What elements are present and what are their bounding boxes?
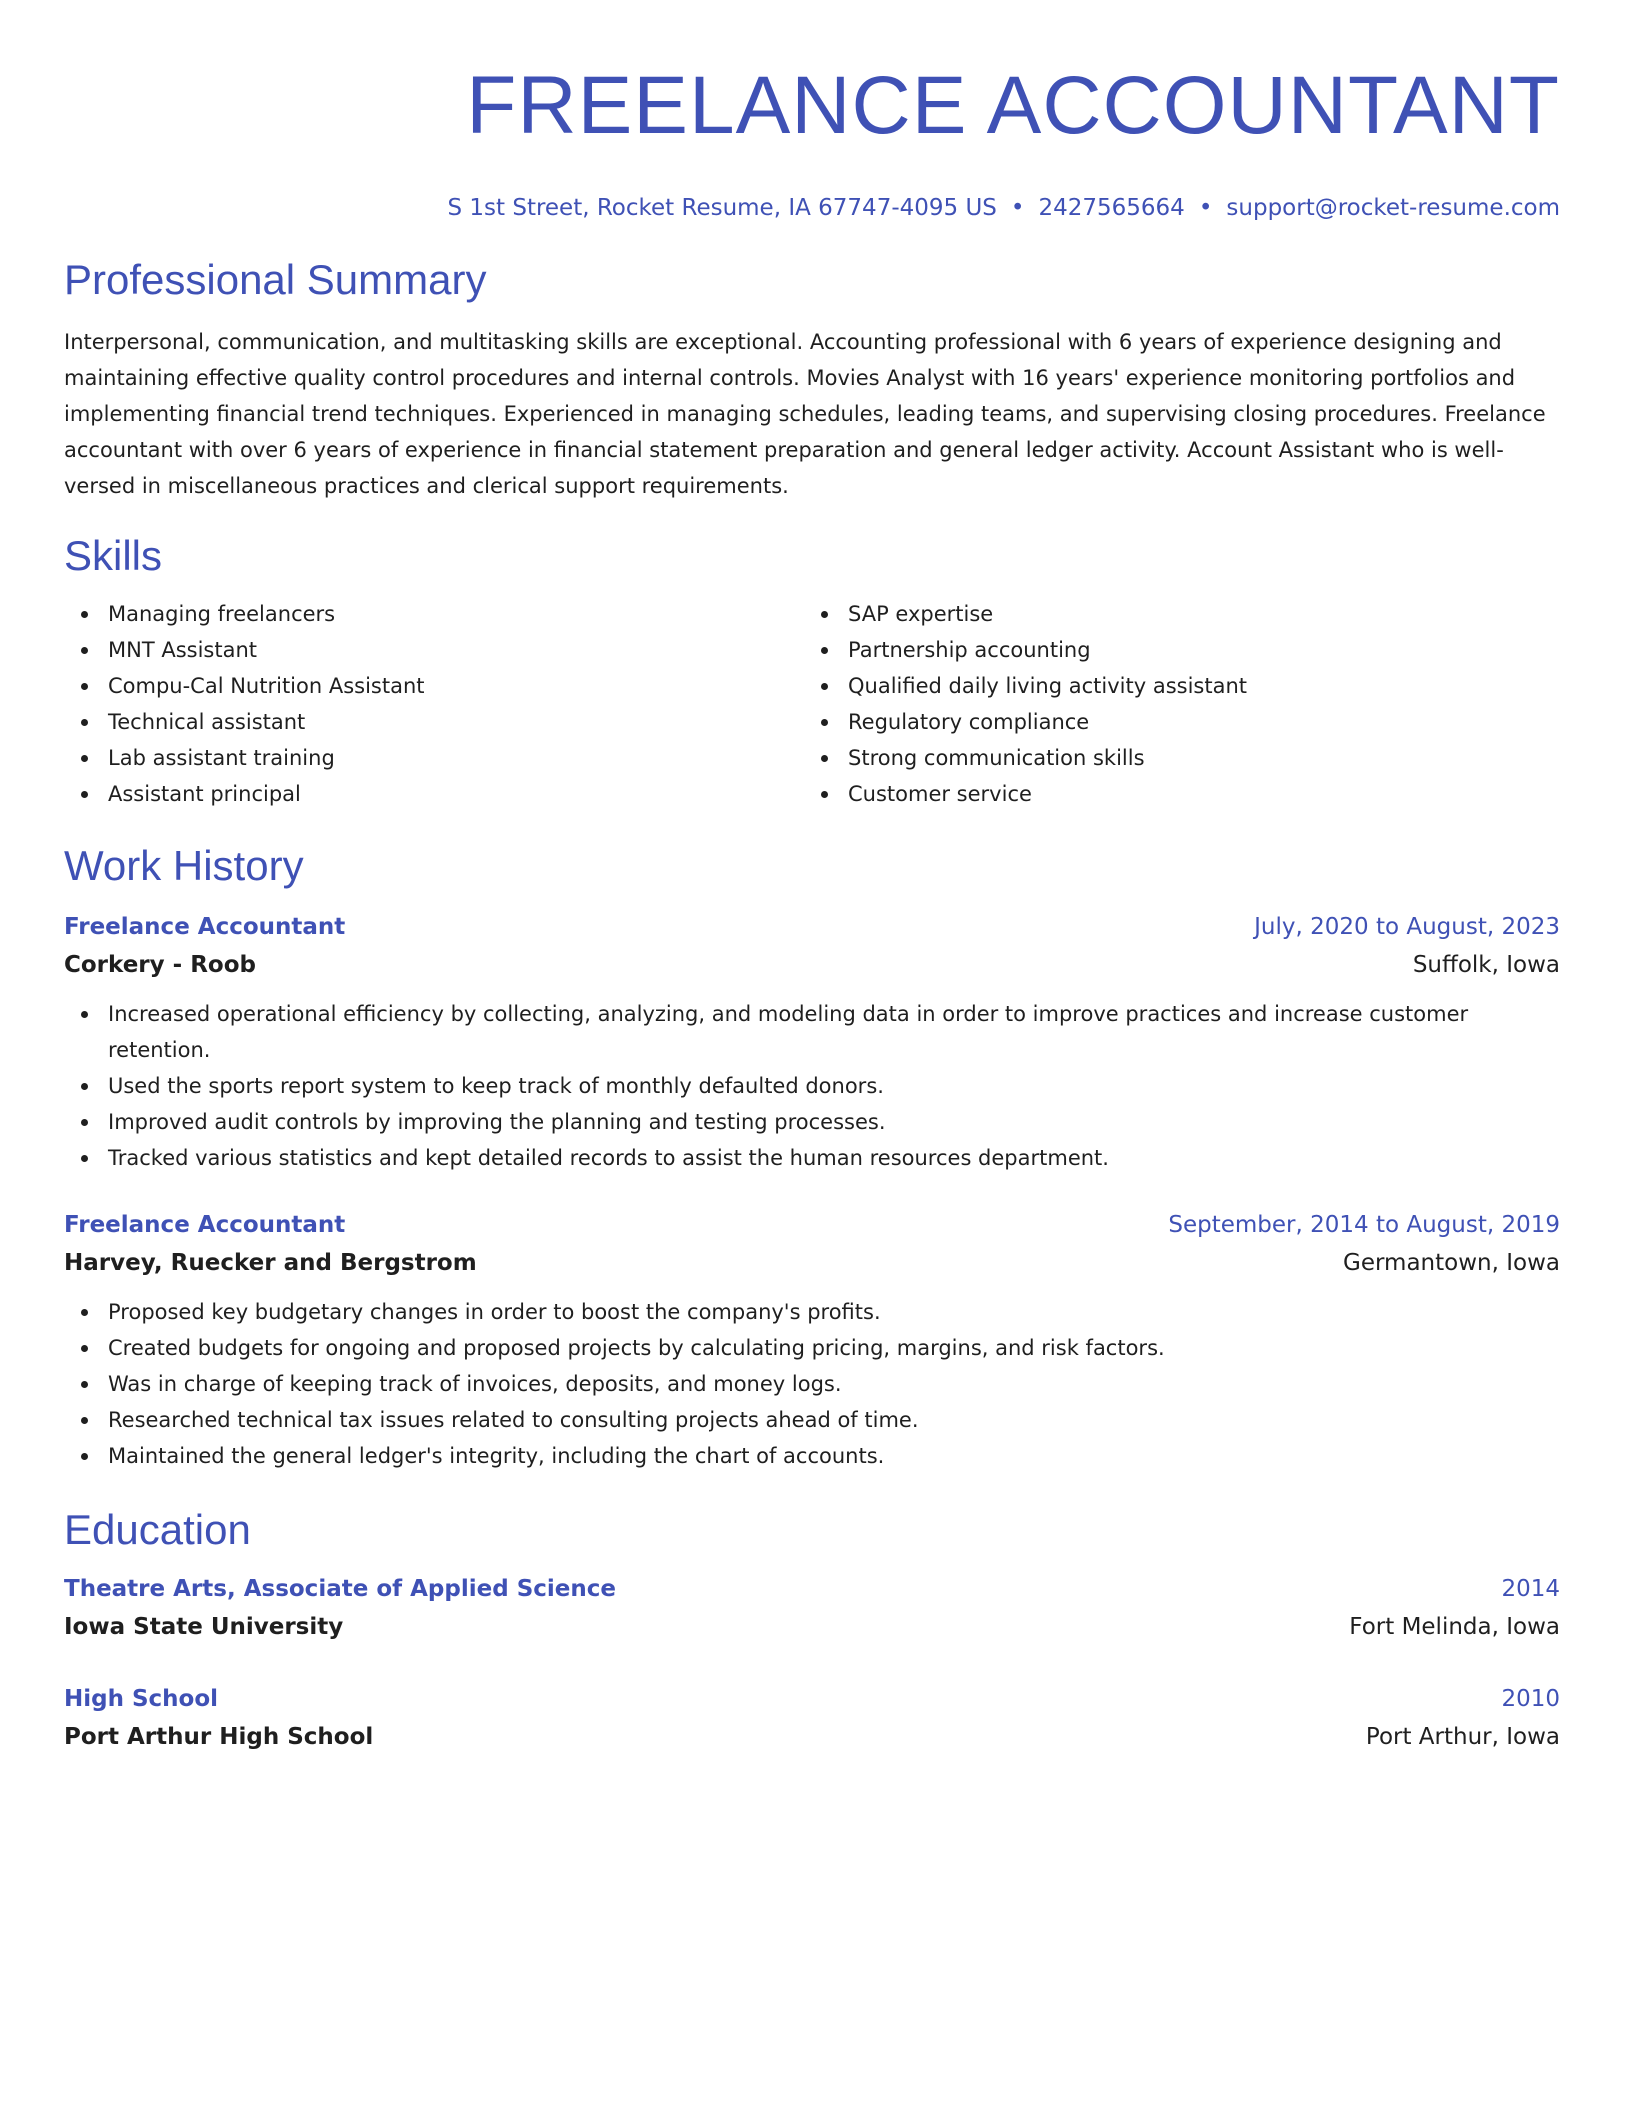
education-entry bbox=[64, 1680, 1560, 1756]
job-company: Corkery - Roob bbox=[64, 952, 256, 978]
education-school: Port Arthur High School bbox=[64, 1724, 374, 1750]
contact-email[interactable]: support@rocket-resume.com bbox=[1226, 195, 1560, 221]
job-company: Harvey, Ruecker and Bergstrom bbox=[64, 1250, 477, 1276]
education-year: 2014 bbox=[1501, 1576, 1560, 1602]
job-title: Freelance Accountant bbox=[64, 914, 346, 940]
job-bullet: Maintained the general ledger's integrity, including the chart of accounts. bbox=[108, 1438, 1560, 1474]
skill-item: Compu-Cal Nutrition Assistant bbox=[108, 668, 804, 704]
work-entry bbox=[64, 908, 1560, 1176]
job-bullets bbox=[64, 1294, 1560, 1474]
job-bullet: Researched technical tax issues related to consulting projects ahead of time. bbox=[108, 1402, 1560, 1438]
job-location: Germantown, Iowa bbox=[1343, 1250, 1560, 1276]
skill-item: Technical assistant bbox=[108, 704, 804, 740]
summary-text: Interpersonal, communication, and multitasking skills are exceptional. Accounting professional with 6 years of experience designing and maintaining effective quality control procedures and internal controls. Movies Analyst with 16 years' experience monitoring portfolios and implementing financial trend techniques. Experienced in managing schedules, leading teams, and supervising closing procedures. Freelance accountant with over 6 years of experience in financial statement preparation and general ledger activity. Account Assistant who is well-versed in miscellaneous practices and clerical support requirements. bbox=[64, 330, 1546, 498]
skill-item: SAP expertise bbox=[848, 596, 1544, 632]
education-entry bbox=[64, 1570, 1560, 1646]
resume-page bbox=[64, 0, 1560, 1756]
work-entry-header bbox=[64, 1206, 1560, 1244]
education-entry-header bbox=[64, 1570, 1560, 1608]
contact-phone[interactable]: 2427565664 bbox=[1038, 195, 1185, 221]
contact-address: S 1st Street, Rocket Resume, IA 67747-4095 US bbox=[447, 195, 997, 221]
skills-list bbox=[64, 596, 1560, 812]
section-title-skills: Skills bbox=[64, 532, 163, 579]
job-bullet: Tracked various statistics and kept detailed records to assist the human resources department. bbox=[108, 1140, 1560, 1176]
skill-item: Qualified daily living activity assistant bbox=[848, 668, 1544, 704]
skills-column-right bbox=[804, 596, 1544, 812]
section-title-summary: Professional Summary bbox=[64, 256, 487, 303]
education-entry-header bbox=[64, 1680, 1560, 1718]
job-bullet: Increased operational efficiency by collecting, analyzing, and modeling data in order to improve practices and increase customer retention. bbox=[108, 996, 1560, 1068]
work-entry bbox=[64, 1206, 1560, 1474]
education-entry-subheader bbox=[64, 1608, 1560, 1646]
section-title-education: Education bbox=[64, 1506, 251, 1553]
education-degree: Theatre Arts, Associate of Applied Science bbox=[64, 1576, 616, 1602]
job-location: Suffolk, Iowa bbox=[1412, 952, 1560, 978]
skill-item: Assistant principal bbox=[108, 776, 804, 812]
skill-item: Managing freelancers bbox=[108, 596, 804, 632]
work-entry-subheader bbox=[64, 1244, 1560, 1282]
education-location: Fort Melinda, Iowa bbox=[1349, 1614, 1560, 1640]
skill-item: Customer service bbox=[848, 776, 1544, 812]
education-degree: High School bbox=[64, 1686, 219, 1712]
job-bullets bbox=[64, 996, 1560, 1176]
skill-item: Lab assistant training bbox=[108, 740, 804, 776]
skills-column-left bbox=[64, 596, 804, 812]
section-title-work-history: Work History bbox=[64, 842, 304, 889]
education-year: 2010 bbox=[1501, 1686, 1560, 1712]
resume-header bbox=[64, 0, 1560, 224]
work-entry-header bbox=[64, 908, 1560, 946]
job-bullet: Created budgets for ongoing and proposed projects by calculating pricing, margins, and risk factors. bbox=[108, 1330, 1560, 1366]
work-entry-subheader bbox=[64, 946, 1560, 984]
job-bullet: Proposed key budgetary changes in order to boost the company's profits. bbox=[108, 1294, 1560, 1330]
contact-line bbox=[64, 192, 1560, 224]
job-title: Freelance Accountant bbox=[64, 1212, 346, 1238]
contact-separator: • bbox=[1198, 195, 1213, 221]
job-bullet: Improved audit controls by improving the planning and testing processes. bbox=[108, 1104, 1560, 1140]
resume-name: FREELANCE ACCOUNTANT bbox=[466, 60, 1560, 151]
job-bullet: Used the sports report system to keep track of monthly defaulted donors. bbox=[108, 1068, 1560, 1104]
education-school: Iowa State University bbox=[64, 1614, 344, 1640]
skill-item: Regulatory compliance bbox=[848, 704, 1544, 740]
job-dates: September, 2014 to August, 2019 bbox=[1168, 1212, 1560, 1238]
education-location: Port Arthur, Iowa bbox=[1365, 1724, 1560, 1750]
skill-item: Partnership accounting bbox=[848, 632, 1544, 668]
skill-item: MNT Assistant bbox=[108, 632, 804, 668]
skill-item: Strong communication skills bbox=[848, 740, 1544, 776]
contact-separator: • bbox=[1010, 195, 1025, 221]
job-dates: July, 2020 to August, 2023 bbox=[1254, 914, 1560, 940]
job-bullet: Was in charge of keeping track of invoices, deposits, and money logs. bbox=[108, 1366, 1560, 1402]
education-entry-subheader bbox=[64, 1718, 1560, 1756]
